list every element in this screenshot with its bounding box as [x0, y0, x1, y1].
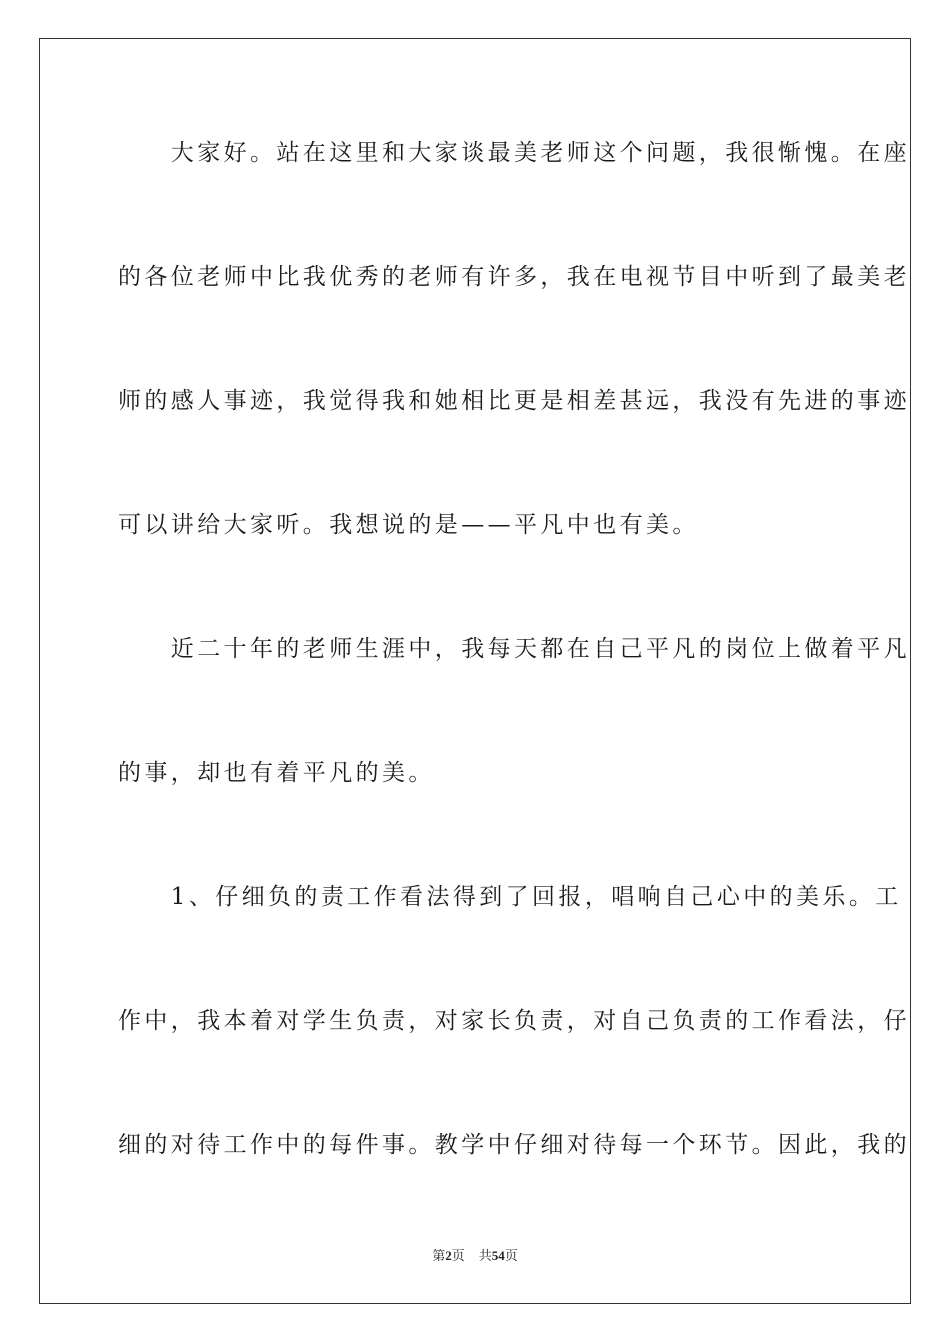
page-suffix: 页: [451, 1248, 465, 1263]
paragraph-3-line-1: 1、仔细负的责工作看法得到了回报，唱响自己心中的美乐。工: [118, 884, 902, 910]
page-prefix: 第: [432, 1248, 446, 1263]
page-border: [39, 38, 911, 1304]
page-footer: [0, 1247, 950, 1265]
page-number: 2: [445, 1248, 452, 1263]
total-pages: 54: [491, 1248, 505, 1263]
paragraph-1-line-2: 的各位老师中比我优秀的老师有许多，我在电视节目中听到了最美老: [118, 264, 910, 290]
paragraph-2-line-1: 近二十年的老师生涯中，我每天都在自己平凡的岗位上做着平凡: [118, 636, 910, 662]
paragraph-1-line-4: 可以讲给大家听。我想说的是——平凡中也有美。: [118, 512, 699, 538]
paragraph-1-line-1: 大家好。站在这里和大家谈最美老师这个问题，我很惭愧。在座: [118, 140, 910, 166]
paragraph-2-line-2: 的事，却也有着平凡的美。: [118, 760, 435, 786]
paragraph-1-line-3: 师的感人事迹，我觉得我和她相比更是相差甚远，我没有先进的事迹: [118, 388, 910, 414]
total-prefix: 共: [478, 1248, 492, 1263]
paragraph-3-line-2: 作中，我本着对学生负责，对家长负责，对自己负责的工作看法，仔: [118, 1008, 910, 1034]
total-suffix: 页: [504, 1248, 518, 1263]
paragraph-3-line-3: 细的对待工作中的每件事。教学中仔细对待每一个环节。因此，我的: [118, 1132, 910, 1158]
